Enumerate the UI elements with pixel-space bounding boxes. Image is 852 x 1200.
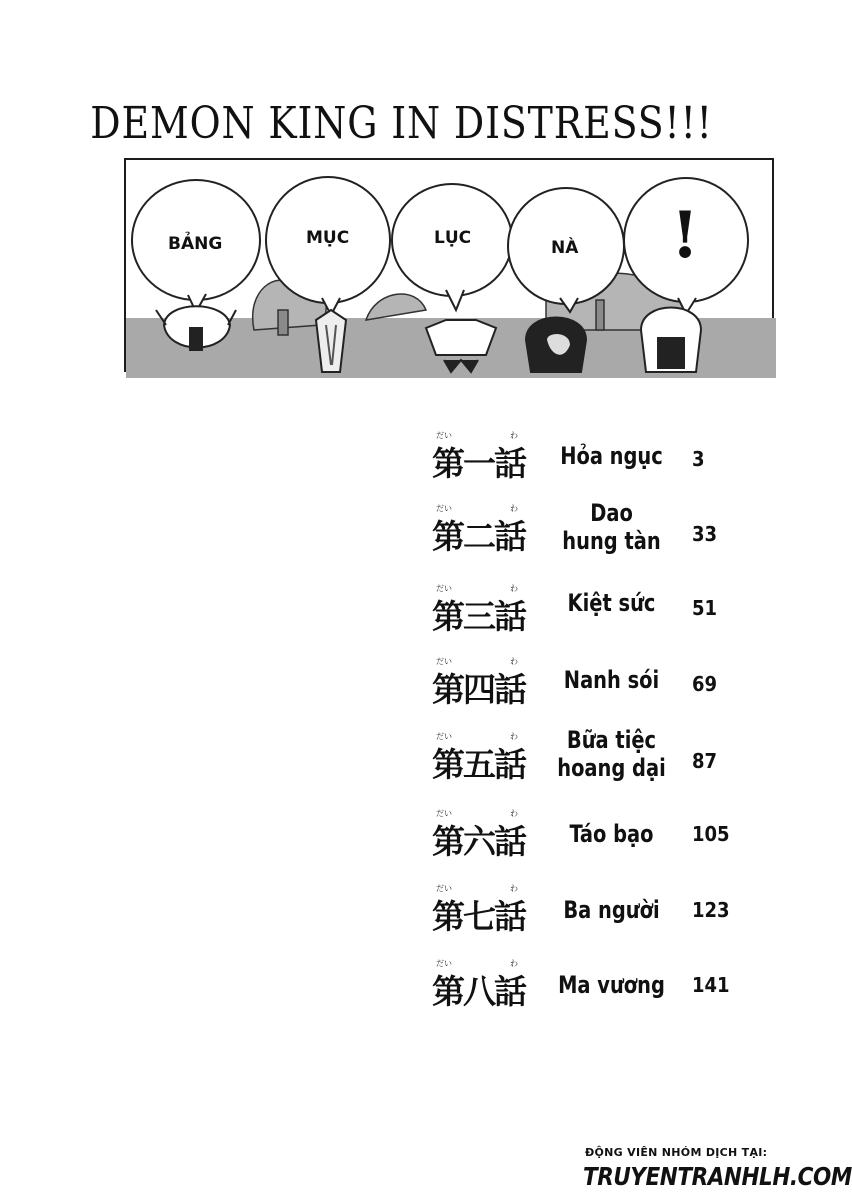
chapter-page: 69 xyxy=(692,672,718,696)
bubble-text-1: BẢNG xyxy=(168,234,223,254)
furigana-dai: だい xyxy=(436,884,452,893)
credit-caption: ĐỘNG VIÊN NHÓM DỊCH TẠI: xyxy=(585,1146,768,1159)
chapter-label: 第三話 xyxy=(432,597,525,636)
furigana-dai: だい xyxy=(436,657,452,666)
furigana-dai: だい xyxy=(436,431,452,440)
toc-row xyxy=(0,958,803,1018)
chapter-label: 第五話 xyxy=(432,745,525,784)
furigana-dai: だい xyxy=(436,504,452,513)
illustration-panel xyxy=(124,158,774,372)
toc-row xyxy=(0,430,803,490)
chapter-label: 第六話 xyxy=(432,822,525,861)
chapter-page: 123 xyxy=(692,898,730,922)
furigana-wa: わ xyxy=(510,657,518,666)
toc-row xyxy=(0,808,803,868)
bubble-text-2: MỤC xyxy=(306,228,350,248)
chapter-page: 87 xyxy=(692,749,718,773)
chapter-title: Dao hung tàn xyxy=(562,499,661,555)
chapter-title: Táo bạo xyxy=(569,820,654,848)
chapter-label: 第八話 xyxy=(432,972,525,1011)
furigana-wa: わ xyxy=(510,431,518,440)
furigana-dai: だい xyxy=(436,809,452,818)
page-title: DEMON KING IN DISTRESS!!! xyxy=(90,98,713,149)
chapter-page: 141 xyxy=(692,973,730,997)
bubble-text-3: LỤC xyxy=(434,228,472,248)
chapter-title: Nanh sói xyxy=(563,666,660,694)
chapter-label: 第一話 xyxy=(432,444,525,483)
furigana-wa: わ xyxy=(510,504,518,513)
chapter-label: 第二話 xyxy=(432,517,525,556)
chapter-page: 3 xyxy=(692,447,705,471)
chapter-title: Bữa tiệc hoang dại xyxy=(557,726,666,782)
toc-row xyxy=(0,583,803,643)
furigana-wa: わ xyxy=(510,959,518,968)
furigana-wa: わ xyxy=(510,809,518,818)
toc-row xyxy=(0,883,803,943)
furigana-wa: わ xyxy=(510,584,518,593)
credit-website: TRUYENTRANHLH.COM xyxy=(583,1162,852,1191)
toc-row xyxy=(0,726,803,791)
chapter-label: 第四話 xyxy=(432,670,525,709)
chapter-page: 33 xyxy=(692,522,718,546)
chapter-title: Hỏa ngục xyxy=(560,442,663,470)
furigana-dai: だい xyxy=(436,584,452,593)
chapter-label: 第七話 xyxy=(432,897,525,936)
chapter-page: 105 xyxy=(692,822,730,846)
bubble-text-5: ! xyxy=(671,198,700,273)
furigana-wa: わ xyxy=(510,732,518,741)
chapter-title: Kiệt sức xyxy=(567,589,656,617)
toc-row xyxy=(0,499,803,563)
chapter-title: Ba người xyxy=(563,896,660,924)
furigana-wa: わ xyxy=(510,884,518,893)
toc-row xyxy=(0,656,803,716)
chapter-title: Ma vương xyxy=(558,971,665,999)
chapter-page: 51 xyxy=(692,596,718,620)
furigana-dai: だい xyxy=(436,732,452,741)
bubble-text-4: NÀ xyxy=(551,238,579,258)
furigana-dai: だい xyxy=(436,959,452,968)
